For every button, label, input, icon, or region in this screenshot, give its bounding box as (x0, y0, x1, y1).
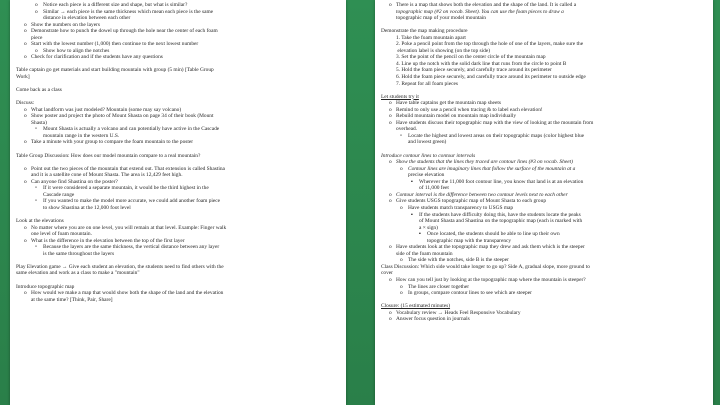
line-text: In groups, compare contour lines to see which are steeper (408, 290, 532, 297)
line-text: Discuss: (16, 100, 35, 107)
bullet-marker: o (24, 41, 27, 48)
line-text: There is a map that shows both the elevation and the shape of the land. It is called a (396, 2, 577, 8)
bullet-marker: ▪ (411, 211, 413, 218)
line-text: and it is a satellite cone of Mount Shasta. The area is 12,429 feet high. (31, 172, 183, 179)
line-text: Have students discuss their topographic map with the view of looking at the mountain from (396, 119, 594, 126)
line-text: elevation label is showing (on the top side) (396, 47, 491, 54)
line-text: Closure: (15 estimated minutes) (381, 303, 451, 310)
line-text: 4. Line up the notch with the solid dark line that runs from the circle to point B (396, 60, 567, 67)
bullet-marker: o (24, 54, 27, 61)
bullet-marker: o (389, 106, 392, 113)
bullet-marker: o (24, 139, 27, 146)
line-text: 2. Poke a pencil point from the top through the hole of one of the layers, make sure the (396, 41, 584, 48)
line-text: If it were considered a separate mountain, it would be the third highest in the (43, 185, 209, 192)
line-text: precise elevation (408, 172, 445, 179)
line-text: Rebuild mountain model on mountain map individually (396, 113, 517, 120)
bullet-marker: o (400, 283, 403, 290)
line-text: a × sign) (419, 224, 438, 231)
line-text: distance in elevation between each other (43, 15, 131, 22)
line-text: If you wanted to make the model more accurate, we could add another foam piece (43, 198, 221, 205)
bullet-marker: ▪ (411, 178, 413, 185)
bullet-marker: o (35, 2, 38, 8)
bullet-marker: o (24, 290, 27, 297)
bullet-marker: o (389, 316, 392, 323)
bullet-marker: ▫ (35, 198, 37, 205)
line-text: Class Discussion: Which side would take longer to go up? Side A, gradual slope, more ground to (381, 263, 590, 270)
line-text: Introduce contour lines to contour intervals (381, 152, 476, 159)
line-text: Show poster and project the photo of Mount Shasta on page 34 of their book (Mount (31, 113, 214, 120)
line-text: Contour interval is the difference between two contour levels next to each other (396, 191, 568, 198)
line-text: Point out the two pieces of the mountain that extend out. That extension is called Shastina (31, 165, 225, 172)
bullet-marker: o (35, 8, 38, 15)
line-text: Mount Shasta is actually a volcano and can potentially have active in the Cascade (43, 126, 220, 133)
line-text: How can you tell just by looking at the topographic map where the mountain is steeper? (396, 276, 586, 283)
line-text: Notice each piece is a different size and shape, but what is similar? (43, 2, 188, 8)
line-text: Let students try it (381, 93, 419, 100)
line-text: What is the difference in the elevation between the top of the first layer (31, 237, 185, 244)
line-text: topographic map with the transparency (427, 237, 512, 244)
line-text: Introduce topographic map (16, 283, 75, 290)
line-text: Can anyone find Shastina on the poster? (31, 178, 118, 185)
bullet-marker: o (400, 165, 403, 172)
line-text: Locate the highest and lowest areas on their topographic maps (color highest blue (408, 132, 585, 139)
line-text: What landform was just modeled? Mountain (some may say volcano) (31, 106, 182, 113)
line-text: side of the foam mountain (396, 250, 453, 257)
line-text: cover (381, 270, 393, 277)
bullet-marker: ▫ (400, 132, 402, 139)
line-text: 1. Take the foam mountain apart (396, 34, 466, 41)
line-text: Start with the lowest number (1,000) then continue to the next lowest number (31, 41, 199, 48)
line-text: Show the students that the lines they traced are contour lines (#3 on vocab. Sheet) (396, 159, 573, 166)
bullet-marker: o (400, 257, 403, 264)
bullet-marker: o (389, 309, 392, 316)
bullet-marker: ▫ (35, 185, 37, 192)
line-text: Shasta) (31, 119, 47, 126)
bullet-marker: o (35, 47, 38, 54)
text-line (16, 297, 342, 304)
line-text: Because the layers are the same thickness, the vertical distance between any layer (43, 244, 220, 251)
line-text: topographic map (#2 on vocab. Sheet). You can use the foam pieces to draw a (396, 8, 564, 15)
line-text: Remind to only use a pencil when tracing & to label each elevation! (396, 106, 543, 113)
line-text: to show Shastina at the 12,000 foot level (43, 204, 131, 211)
line-text: 3. Set the point of the pencil on the center circle of the mountain map (396, 54, 546, 61)
line-text: Cascade range (43, 191, 75, 198)
line-text: topographic map of your model mountain (396, 15, 486, 22)
line-text: Come back as a class (16, 87, 62, 94)
line-text: If the students have difficulty doing this, have the students locate the peaks (419, 211, 581, 218)
bullet-marker: o (389, 100, 392, 107)
bullet-marker: ▫ (35, 244, 37, 251)
line-text: Contour lines are imaginary lines that follow the surface of the mountain at a (408, 165, 576, 172)
bullet-marker: o (400, 204, 403, 211)
bullet-marker: ▪ (419, 231, 421, 238)
bullet-marker: o (389, 244, 392, 251)
bullet-marker: o (24, 106, 27, 113)
bullet-marker: ▫ (35, 126, 37, 133)
line-text: piece (31, 34, 43, 41)
line-text: Check for clarification and if the students have any questions (31, 54, 163, 61)
bullet-marker: o (24, 28, 27, 35)
line-text: Demonstrate how to punch the dowel up through the hole near the center of each foam (31, 28, 218, 35)
line-text: 5. Hold the foam piece securely, and carefully trace around its perimeter (396, 67, 552, 74)
line-text: Vocabulary review → Heads Feel Responsive Vocabulary (396, 309, 521, 316)
line-text: Take a minute with your group to compare the foam mountain to the poster (31, 139, 194, 146)
line-text: overhead. (396, 126, 418, 133)
line-text: Play Elevation game → Give each student an elevation, the students need to find others with the (16, 263, 224, 270)
line-text: same elevation and work as a class to make a "mountain" (16, 270, 140, 277)
line-text: Wherever the 11,000 foot contour line, you know that land is at an elevation (419, 178, 584, 185)
line-text: The lines are closer together (408, 283, 470, 290)
bullet-marker: o (389, 159, 392, 166)
line-text: Once located, the students should be able to line up their own (427, 231, 560, 238)
bullet-marker: o (24, 178, 27, 185)
bullet-marker: o (24, 165, 27, 172)
bullet-marker: o (389, 191, 392, 198)
line-text: Have students look at the topographic map they drew and ask them which is the steeper (396, 244, 585, 251)
line-text: is the same throughout the layers (43, 250, 115, 257)
line-text: mountain range in the western U.S. (43, 132, 120, 139)
bullet-marker: o (389, 119, 392, 126)
lesson-plan-page-left (10, 0, 346, 405)
line-text: Table Group Discussion: How does our model mountain compare to a real mountain? (16, 152, 201, 159)
bullet-marker: o (24, 224, 27, 231)
bullet-line (381, 316, 709, 323)
line-text: 7. Repeat for all foam pieces (396, 80, 458, 87)
line-text: Show the numbers on the layers (31, 21, 101, 28)
line-text: Similar → each piece is the same thickness which mean each piece is the same (43, 8, 214, 15)
bullet-marker: o (389, 198, 392, 205)
line-text: Work] (16, 74, 30, 81)
line-text: Give students USGS topographic map of Mount Shasta to each group (396, 198, 547, 205)
line-text: Show how to align the notches (43, 47, 110, 54)
bullet-marker: o (389, 276, 392, 283)
line-text: of 11,000 feet (419, 185, 449, 192)
line-text: 6. Hold the foam piece securely, and carefully trace around its perimeter to outside edge (396, 74, 586, 81)
line-text: No matter where you are on one level, you will remain at that level. Example: Finger walk (31, 224, 227, 231)
bullet-marker: o (24, 237, 27, 244)
bullet-marker: o (389, 2, 392, 8)
line-text: and lowest green) (408, 139, 447, 146)
line-text: at the same time? [Think, Pair, Share] (31, 296, 113, 303)
line-text: Table captain go get materials and start building mountain with group (5 min) [Table Group (16, 67, 214, 74)
line-text: of Mount Shasta and Shastina on the topographic map (each is marked with (419, 218, 583, 225)
line-text: Demonstrate the map making procedure (381, 28, 468, 35)
line-text: Have students match transparency to USGS map (408, 204, 514, 211)
line-text: Have table captains get the mountain map sheets (396, 100, 501, 107)
line-text: one level of foam mountain. (31, 231, 92, 238)
lesson-plan-page-right (375, 0, 713, 405)
line-text: The side with the notches, side B is the steeper (408, 257, 509, 264)
bullet-marker: o (400, 290, 403, 297)
line-text: How would we make a map that would show both the shape of the land and the elevation (31, 290, 224, 297)
bullet-marker: o (24, 113, 27, 120)
bullet-marker: o (24, 21, 27, 28)
line-text: Answer focus question in journals (396, 316, 470, 323)
bullet-marker: o (389, 113, 392, 120)
line-text: Look at the elevations (16, 218, 64, 225)
